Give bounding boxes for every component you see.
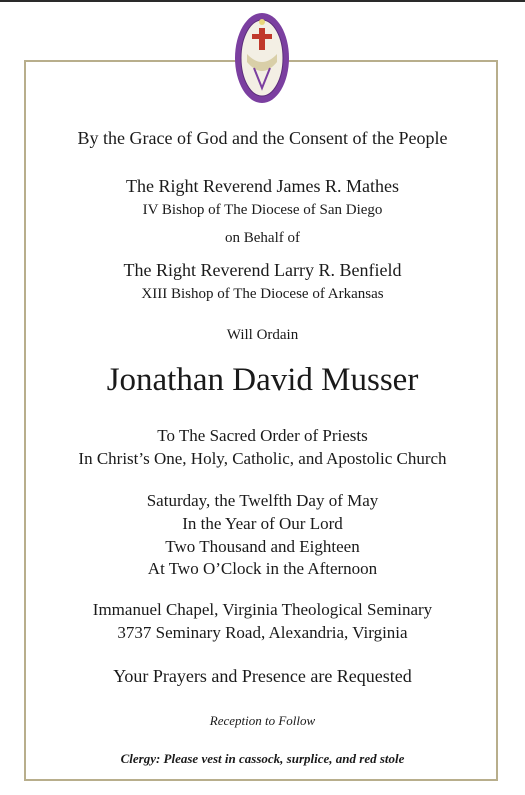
order-line-1: To The Sacred Order of Priests xyxy=(157,426,368,445)
prayers-request: Your Prayers and Presence are Requested xyxy=(113,666,412,686)
opening-line: By the Grace of God and the Consent of the People xyxy=(77,128,448,148)
bishop2-name: The Right Reverend Larry R. Benfield xyxy=(123,260,402,280)
bishop1-name: The Right Reverend James R. Mathes xyxy=(126,176,399,196)
date-line-4: At Two O’Clock in the Afternoon xyxy=(147,559,378,578)
date-line-1: Saturday, the Twelfth Day of May xyxy=(146,491,379,510)
bishop1-title: IV Bishop of The Diocese of San Diego xyxy=(142,202,383,218)
clergy-note: Clergy: Please vest in cassock, surplice, and red stole xyxy=(120,751,405,766)
ordinand-name: Jonathan David Musser xyxy=(106,362,419,398)
diocesan-seal-icon xyxy=(232,10,292,106)
date-line-2: In the Year of Our Lord xyxy=(182,514,343,533)
place-line-1: Immanuel Chapel, Virginia Theological Seminary xyxy=(92,600,433,619)
reception-note: Reception to Follow xyxy=(209,713,316,728)
order-line-2: In Christ’s One, Holy, Catholic, and Apostolic Church xyxy=(78,449,447,468)
date-line-3: Two Thousand and Eighteen xyxy=(165,537,360,556)
will-ordain-line: Will Ordain xyxy=(226,327,299,343)
top-rule xyxy=(0,0,525,2)
bishop2-title: XIII Bishop of The Diocese of Arkansas xyxy=(141,286,384,302)
place-line-2: 3737 Seminary Road, Alexandria, Virginia xyxy=(117,623,408,642)
on-behalf-line: on Behalf of xyxy=(225,230,300,246)
